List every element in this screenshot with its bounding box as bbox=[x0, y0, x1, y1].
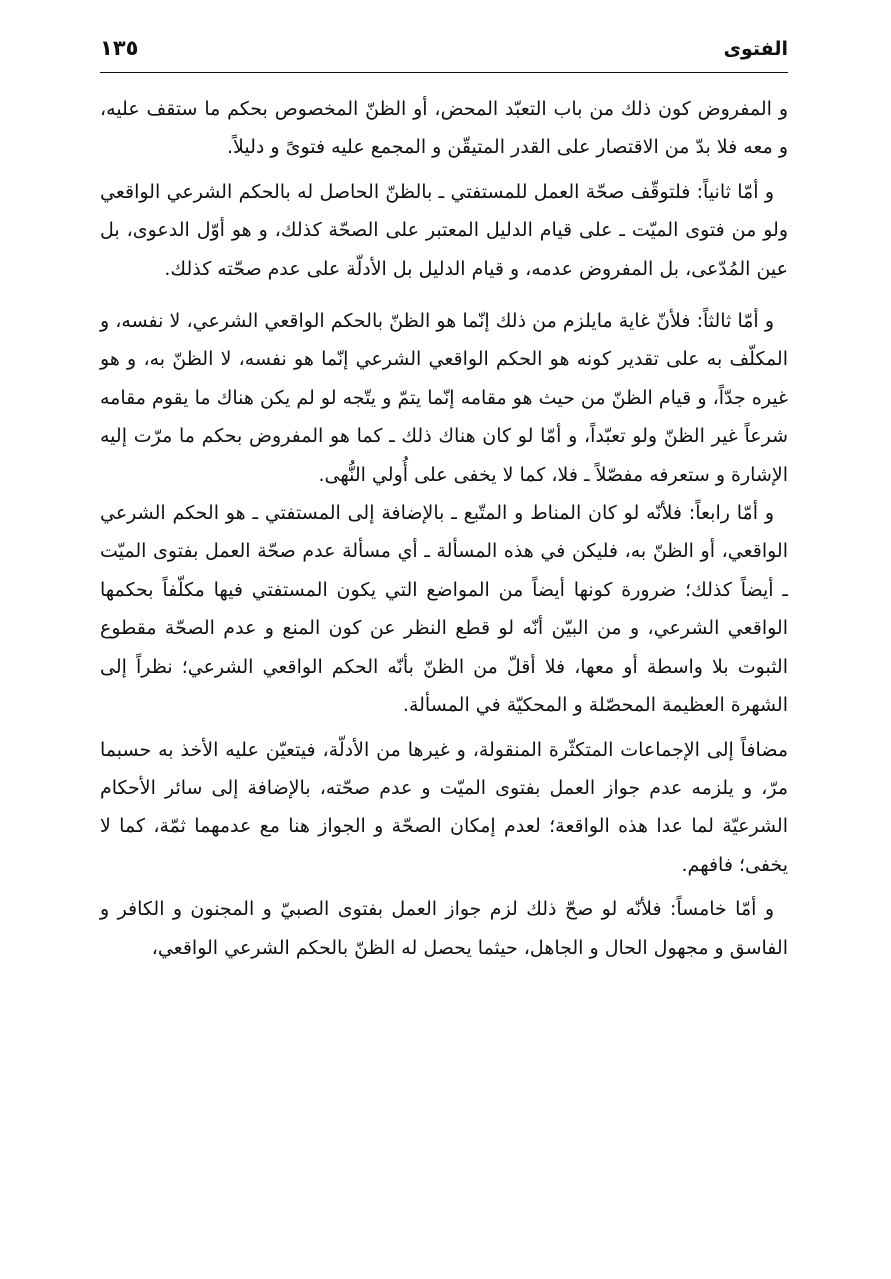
paragraph-1: و المفروض كون ذلك من باب التعبّد المحض، أو الظنّ المخصوص بحكم ما ستقف عليه، و معه فلا بدّ من الاقتصار على القدر المتيقّن و المجمع عليه فتوىً و دليلاً. bbox=[100, 98, 788, 159]
body-text bbox=[100, 90, 788, 967]
page-number: ١٣٥ bbox=[100, 36, 139, 60]
paragraph-5: مضافاً إلى الإجماعات المتكثّرة المنقولة، و غيرها من الأدلّة، فيتعيّن عليه الأخذ به حسبما مرّ، و يلزمه عدم جواز العمل بفتوى الميّت و عدم صحّته، بالإضافة إلى سائر الأحكام الشرعيّة لما عدا هذه الواقعة؛ لعدم إمكان الصحّة و الجواز هنا مع عدمهما ثمّة، كما لا يخفى؛ فافهم. bbox=[100, 738, 788, 876]
paragraph-4: و أمّا رابعاً: فلأنّه لو كان المناط و المتّبع ـ بالإضافة إلى المستفتي ـ هو الحكم الشرعي الواقعي، أو الظنّ به، فليكن في هذه المسألة ـ أي مسألة عدم صحّة العمل بفتوى الميّت ـ أيضاً كذلك؛ ضرورة كونها أيضاً من المواضع التي يكون المستفتي فيها مكلّفاً بحكمها الواقعي الشرعي، و من البيّن أنّه لو قطع النظر عن كون المنع و عدم الصحّة مقطوع الثبوت بلا واسطة أو معها، فلا أقلّ من الظنّ بأنّه الحكم الواقعي الشرعي؛ نظراً إلى الشهرة العظيمة المحصّلة و المحكيّة في المسألة. bbox=[100, 502, 788, 717]
page-header bbox=[100, 32, 788, 73]
paragraph-6: و أمّا خامساً: فلأنّه لو صحّ ذلك لزم جواز العمل بفتوى الصبيّ و المجنون و الكافر و الفاسق و مجهول الحال و الجاهل، حيثما يحصل له الظنّ بالحكم الشرعي الواقعي، bbox=[100, 898, 788, 959]
paragraph-2: و أمّا ثانياً: فلتوقّف صحّة العمل للمستفتي ـ بالظنّ الحاصل له بالحكم الشرعي الواقعي ولو من فتوى الميّت ـ على قيام الدليل المعتبر على الصحّة كذلك، و هو أوّل الدعوى، بل عين المُدّعى، بل المفروض عدمه، و قيام الدليل بل الأدلّة على عدم صحّته كذلك. bbox=[100, 180, 788, 280]
running-title: الفتوى bbox=[723, 38, 788, 60]
paragraph-3: و أمّا ثالثاً: فلأنّ غاية مايلزم من ذلك إنّما هو الظنّ بالحكم الواقعي الشرعي، لا نفسه، و المكلّف به على تقدير كونه هو الحكم الواقعي الشرعي إنّما هو نفسه، لا الظنّ به، و هو غيره جدّاً، و قيام الظنّ من حيث هو مقامه إنّما يتمّ و يتّجه لو لم يكن هناك ما يقوم مقامه شرعاً غير الظنّ ولو تعبّداً، و أمّا لو كان هناك ذلك ـ كما هو المفروض بحكم ما مرّت إليه الإشارة و ستعرفه مفصّلاً ـ فلا، كما لا يخفى على أُولي النُّهى. bbox=[100, 310, 788, 486]
